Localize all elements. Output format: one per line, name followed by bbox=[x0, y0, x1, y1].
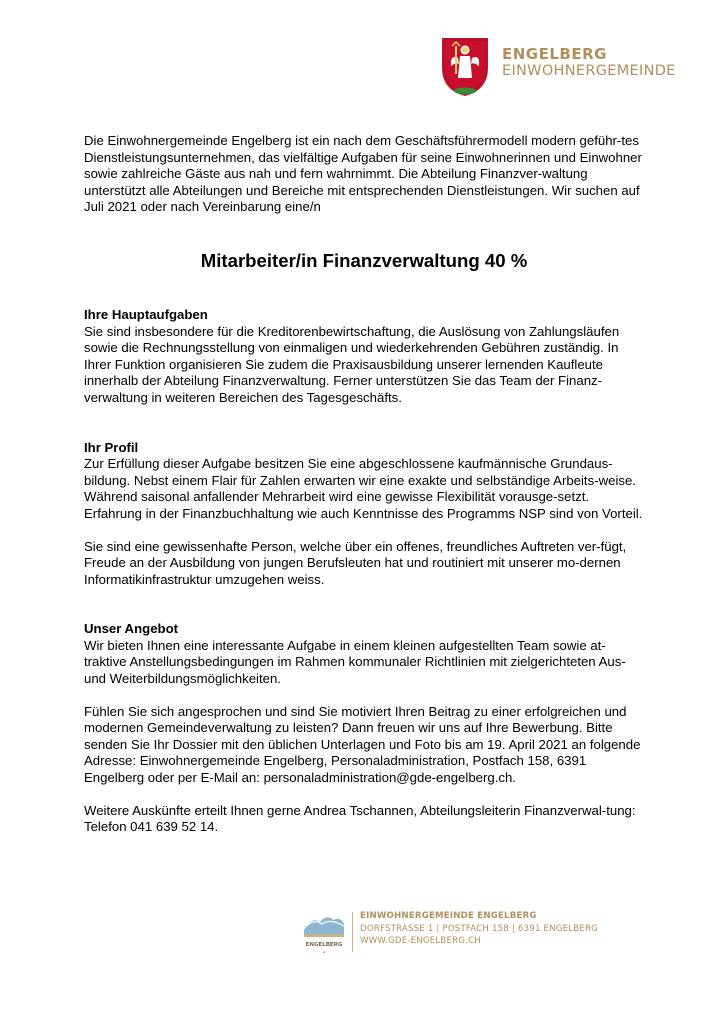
coat-of-arms-icon bbox=[438, 34, 492, 98]
section-heading-profil: Ihr Profil bbox=[84, 439, 139, 455]
section-paragraph: Sie sind eine gewissenhafte Person, welche über ein offenes, freundliches Auftreten ver-fügt, Freude an der Ausbildung von jungen Berufsleuten hat und routiniert mit unserer mo-dernen Informatikinfrastruktur umzugehen weiss. bbox=[84, 538, 627, 587]
intro-paragraph: Die Einwohnergemeinde Engelberg ist ein nach dem Geschäftsführermodell modern geführ-tes Dienstleistungsunternehmen, das vielfältige Aufgaben für seine Einwohnerinnen und Einwohner sowie zahlreiche Gäste aus nah und fern wahrnimmt. Die Abteilung Finanzver-waltung unterstützt alle Abteilungen und Bereiche mit entsprechenden Dienstleistungen. Wir suchen auf Juli 2021 oder nach Vereinbarung eine/n bbox=[84, 133, 642, 215]
section-paragraph: Fühlen Sie sich angesprochen und sind Sie motiviert Ihren Beitrag zu einer erfolgreichen und modernen Gemeindeverwaltung zu leisten? Dann freuen wir uns auf Ihre Bewerbung. Bitte senden Sie Ihr Dossier mit den üblichen Unterlagen und Foto bis am 19. April 2021 an folgende Adresse: Einwohnergemeinde Engelberg, Personaladministration, Postfach 158, 6391 Engelberg oder per E-Mail an: personaladministration@gde-engelberg.ch. bbox=[84, 703, 641, 786]
brand-line-2: EINWOHNERGEMEINDE bbox=[502, 63, 676, 79]
section-paragraph: Wir bieten Ihnen eine interessante Aufgabe in einem kleinen aufgestellten Team sowie at-traktive Anstellungsbedingungen im Rahmen kommunaler Richtlinien mit zielgerichteten Aus- und Weiterbildungsmöglichkeiten. bbox=[84, 637, 626, 687]
footer-website: WWW.GDE-ENGELBERG.CH bbox=[360, 936, 481, 946]
footer-postal-address: DORFSTRASSE 1 | POSTFACH 158 | 6391 ENGELBERG bbox=[360, 923, 599, 934]
footer-logo-text: ENGELBERG bbox=[305, 942, 343, 948]
section-paragraph: Zur Erfüllung dieser Aufgabe besitzen Sie eine abgeschlossene kaufmännische Grundaus-bildung. Nebst einem Flair für Zahlen erwarten wir eine exakte und selbständige Arbeits-weise. Während saisonal anfallender Mehrarbeit wird eine gewisse Flexibilität vorausge-setzt. Erfahrung in der Finanzbuchhaltung wie auch Kenntnisse des Programms NSP sind von Vorteil. bbox=[84, 456, 643, 521]
letter-body bbox=[84, 133, 644, 836]
footer-address bbox=[360, 910, 598, 948]
engelberg-mountain-logo-icon bbox=[302, 910, 346, 956]
section-heading-angebot: Unser Angebot bbox=[84, 621, 179, 637]
job-title: Mitarbeiter/in Finanzverwaltung 40 % bbox=[200, 249, 528, 271]
svg-text:▪: ▪ bbox=[322, 950, 326, 954]
footer-org-name: EINWOHNERGEMEINDE ENGELBERG bbox=[360, 911, 537, 921]
section-paragraph: Sie sind insbesondere für die Kreditorenbewirtschaftung, die Auslösung von Zahlungsläufen sowie die Rechnungsstellung von einmaligen und wiederkehrenden Gebühren zuständig. In Ihrer Funktion organisieren Sie zudem die Praxisausbildung unserer lernenden Kaufleute innerhalb der Abteilung Finanzverwaltung. Ferner unterstützen Sie das Team der Finanz-verwaltung in weiteren Bereichen des Tagesgeschäfts. bbox=[84, 323, 620, 405]
brand-name bbox=[502, 46, 676, 80]
footer bbox=[302, 906, 622, 958]
brand-line-1: ENGELBERG bbox=[502, 45, 607, 63]
footer-divider bbox=[352, 912, 353, 952]
header-logo bbox=[438, 34, 676, 98]
section-heading-hauptaufgaben: Ihre Hauptaufgaben bbox=[84, 306, 208, 322]
section-paragraph: Weitere Auskünfte erteilt Ihnen gerne Andrea Tschannen, Abteilungsleiterin Finanzverwal-tung: Telefon 041 639 52 14. bbox=[84, 802, 636, 835]
